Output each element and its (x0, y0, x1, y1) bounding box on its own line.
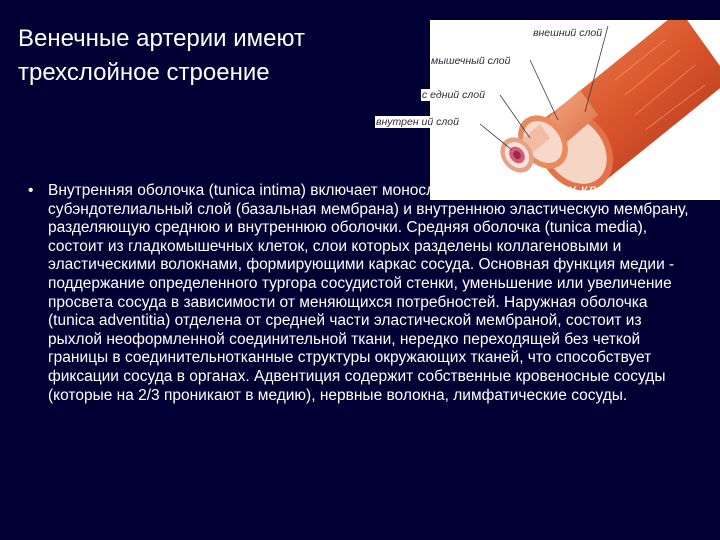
artery-drawing (430, 20, 720, 200)
label-muscle-layer: мышечный слой (431, 55, 511, 67)
bullet-item (20, 182, 696, 405)
bullet-paragraph: Внутренняя оболочка (tunica intima) включает монослой эндотелиальных клеток, субэндотелиальный слой (базальная мембрана) и внутреннюю эластическую мембрану, разделяющую среднюю и внутреннюю оболочки. Средняя оболочка (tunica media), состоит из гладкомышечных клеток, слои которых разделены коллагеновыми и эластическими волокнами, формирующими каркас сосуда. Основная функция медии - поддержание определенного тургора сосудистой стенки, уменьшение или увеличение просвета сосуда в зависимости от меняющихся потребностей. Наружная оболочка (tunica adventitia) отделена от средней части эластической мембраной, состоит из рыхлой неоформленной соединительной ткани, нередко переходящей без четкой границы в соединительнотканные структуры окружающих тканей, что способствует фиксации сосуда в органах. Адвентиция содержит собственные кровеносные сосуды (которые на 2/3 проникают в медию), нервные волокна, лимфатические сосуды. (48, 182, 689, 404)
title-line-1: Венечные артерии имеют (18, 25, 305, 52)
label-inner-layer: внутрен ий слой (376, 116, 459, 128)
label-outer-layer: внешний слой (533, 27, 603, 39)
label-middle-layer: с едний слой (422, 89, 485, 101)
artery-illustration (430, 20, 720, 200)
title-line-2: трехслойное строение (18, 59, 270, 86)
slide-title (18, 22, 378, 90)
body-text (20, 182, 696, 405)
bullet-marker: • (28, 182, 34, 199)
